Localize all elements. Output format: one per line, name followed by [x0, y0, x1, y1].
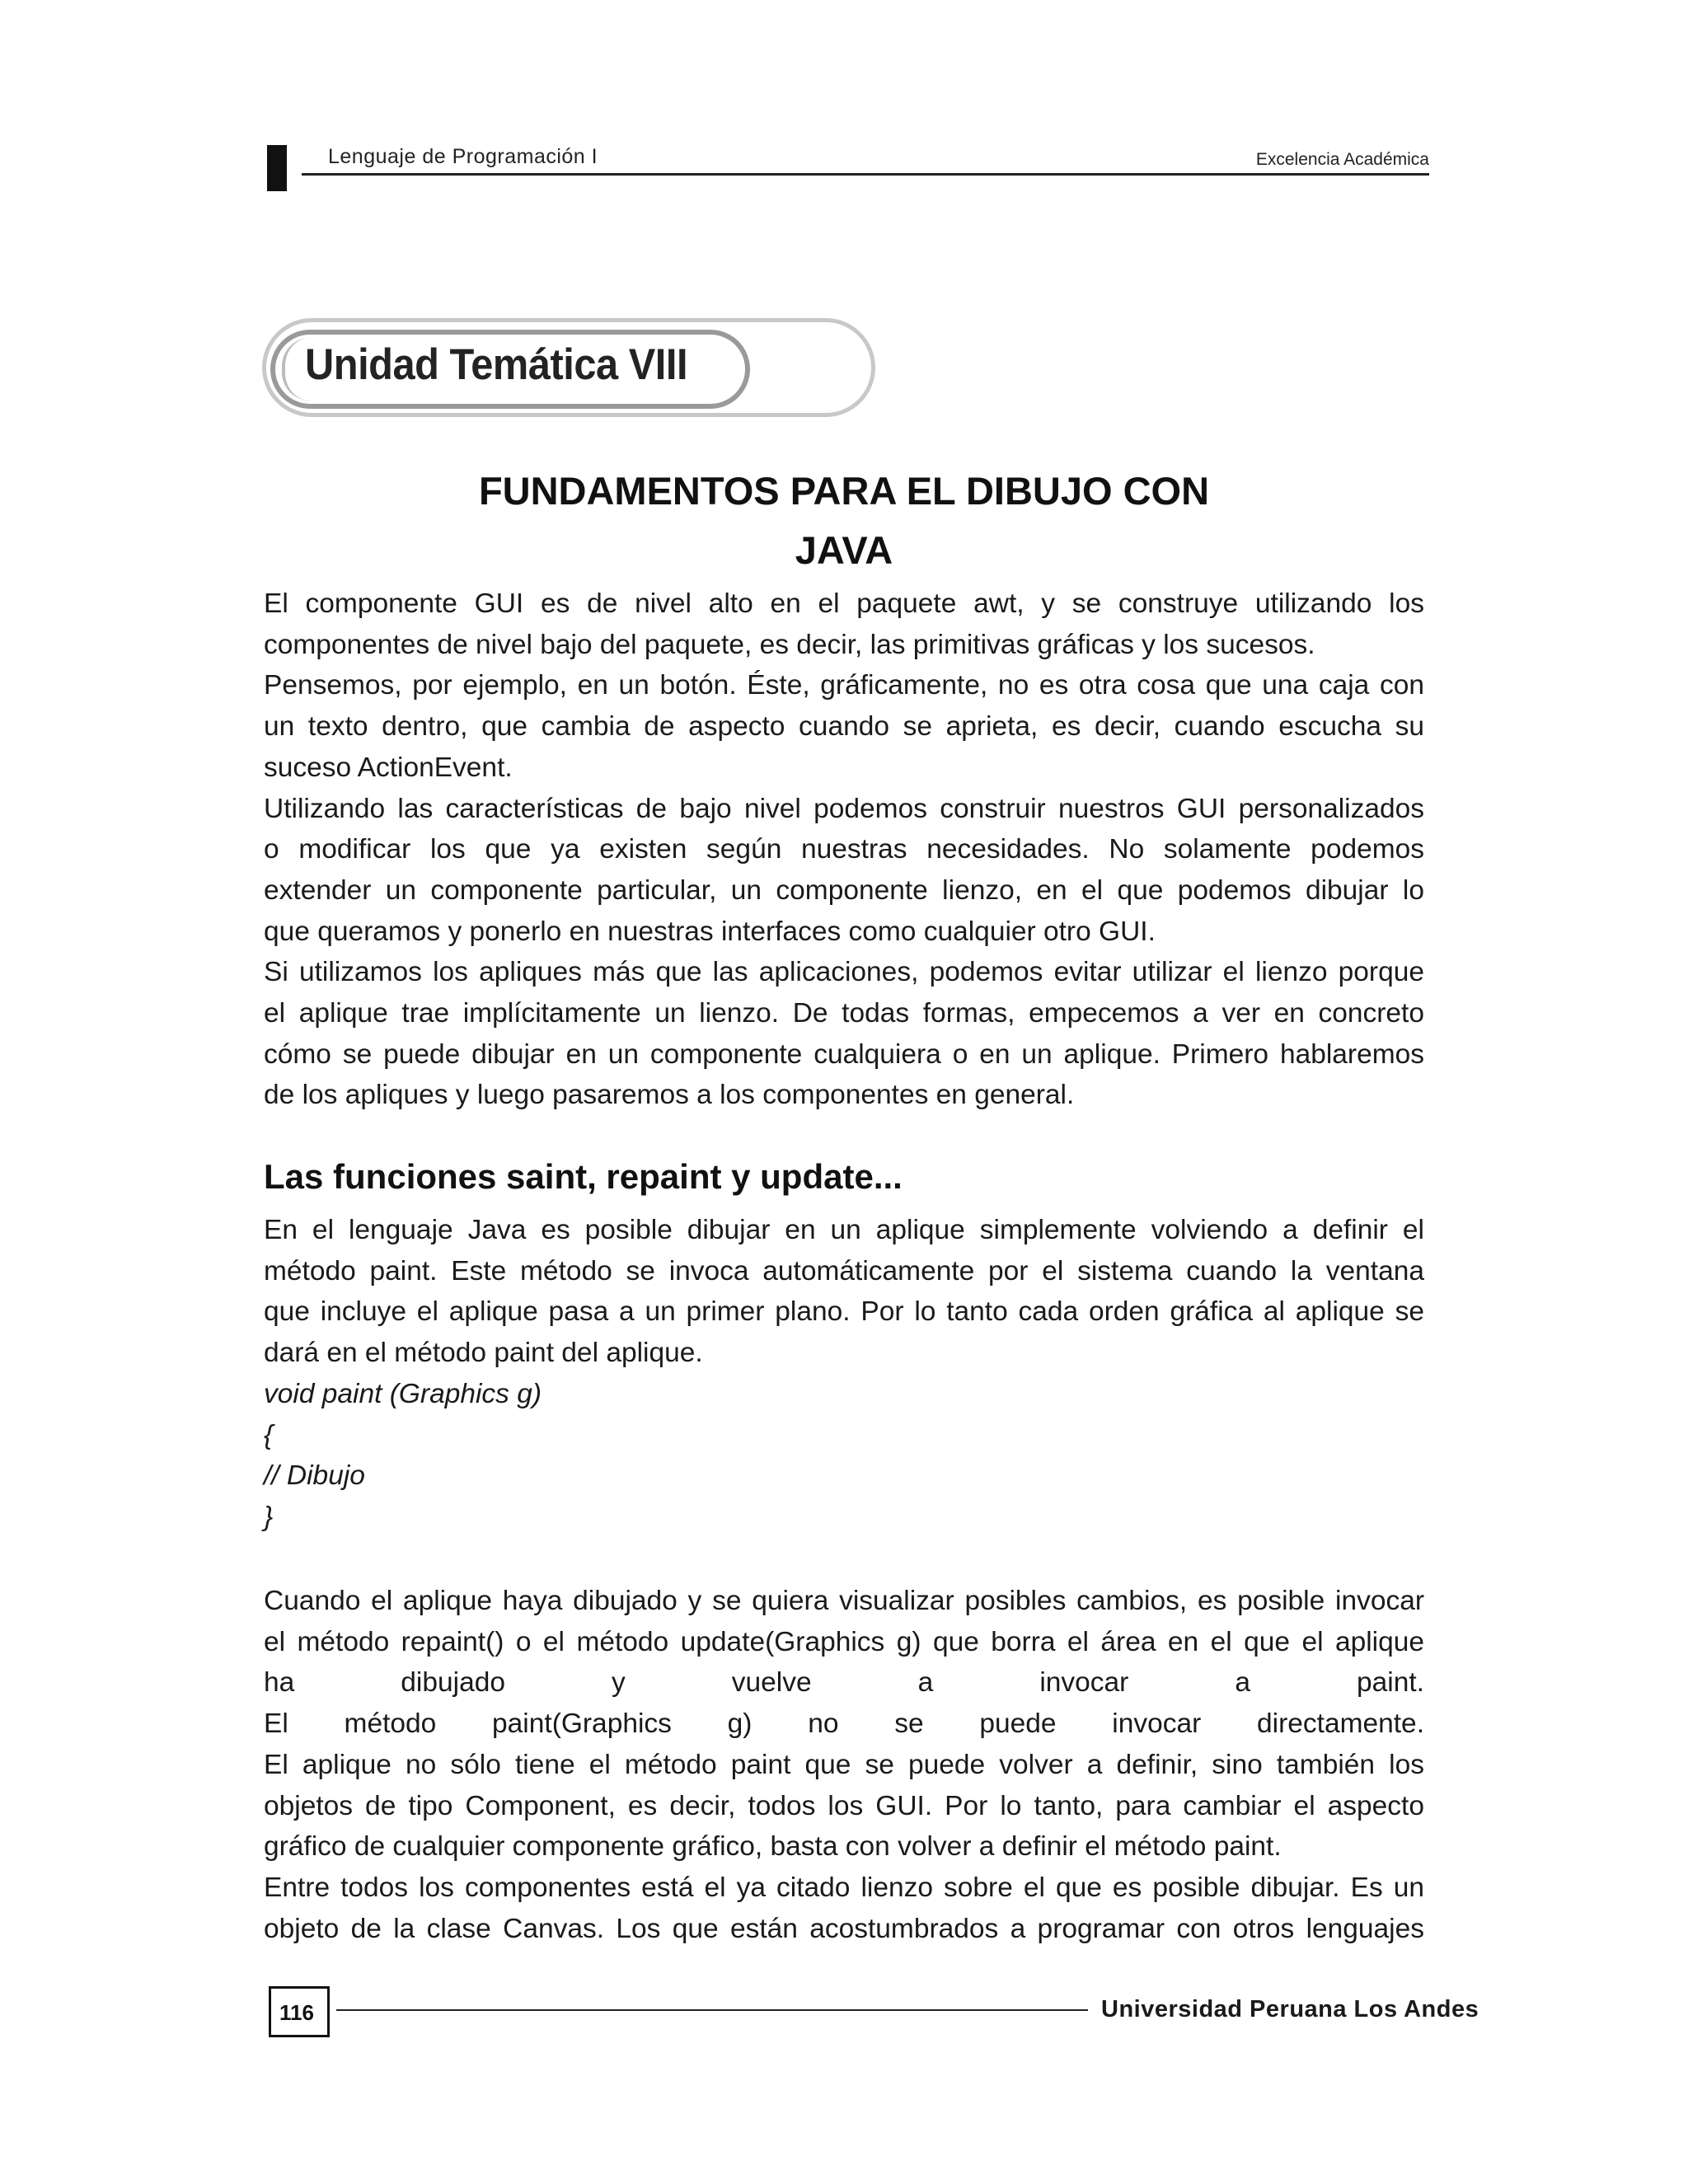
- text-line: Si utilizamos los apliques más que las aplicaciones, podemos evitar utilizar el lienzo porque: [264, 957, 1424, 988]
- text-line: cómo se puede dibujar en un componente cualquiera o en un aplique. Primero hablaremos: [264, 1038, 1424, 1070]
- after-code-text: [264, 1581, 1424, 1949]
- text-line: objetos de tipo Component, es decir, todos los GUI. Por lo tanto, para cambiar el aspecto: [264, 1790, 1424, 1821]
- text-line: El componente GUI es de nivel alto en el paquete awt, y se construye utilizando los: [264, 588, 1424, 619]
- unit-banner-title: Unidad Temática VIII: [305, 340, 688, 389]
- text-line: dará en el método paint del aplique.: [264, 1338, 703, 1369]
- text-line: extender un componente particular, un componente lienzo, en el que podemos dibujar lo: [264, 874, 1424, 906]
- text-line: Pensemos, por ejemplo, en un botón. Éste, gráficamente, no es otra cosa que una caja con: [264, 670, 1424, 701]
- page-number: 116: [279, 2000, 314, 2025]
- text-line: componentes de nivel bajo del paquete, es decir, las primitivas gráficas y los sucesos.: [264, 629, 1315, 660]
- text-line: Utilizando las características de bajo nivel podemos construir nuestros GUI personalizados: [264, 793, 1424, 824]
- footer-divider: [336, 2009, 1088, 2011]
- code-line: {: [264, 1419, 274, 1451]
- text-line: Cuando el aplique haya dibujado y se quiera visualizar posibles cambios, es posible invocar: [264, 1586, 1424, 1616]
- text-line: que queramos y ponerlo en nuestras interfaces como cualquier otro GUI.: [264, 916, 1156, 947]
- chapter-title-line1: FUNDAMENTOS PARA EL DIBUJO CON: [478, 469, 1210, 513]
- text-line: de los apliques y luego pasaremos a los componentes en general.: [264, 1080, 1075, 1111]
- intro-text: [264, 583, 1424, 1116]
- text-line: El método paint(Graphics g) no se puede invocar directamente.: [264, 1708, 1424, 1740]
- code-line: // Dibujo: [264, 1460, 365, 1492]
- code-line: }: [264, 1501, 274, 1532]
- text-line: o modificar los que ya existen según nuestras necesidades. No solamente podemos: [264, 834, 1424, 865]
- header-course-title: Lenguaje de Programación I: [328, 145, 598, 168]
- text-line: objeto de la clase Canvas. Los que están acostumbrados a programar con otros lenguajes: [264, 1913, 1424, 1944]
- section-text: [264, 1210, 1424, 1538]
- page-number-box: [269, 1986, 330, 2037]
- text-line: suceso ActionEvent.: [264, 752, 513, 783]
- text-line: En el lenguaje Java es posible dibujar en un aplique simplemente volviendo a definir el: [264, 1215, 1424, 1245]
- text-line: gráfico de cualquier componente gráfico, basta con volver a definir el método paint.: [264, 1831, 1282, 1863]
- header-divider: [302, 173, 1429, 176]
- text-line: el aplique trae implícitamente un lienzo. De todas formas, empecemos a ver en concreto: [264, 998, 1424, 1029]
- chapter-title-line2: JAVA: [795, 528, 893, 572]
- text-line: ha dibujado y vuelve a invocar a paint.: [264, 1667, 1424, 1699]
- text-line: el método repaint() o el método update(Graphics g) que borra el área en el que el aplique: [264, 1626, 1424, 1657]
- header-marker: [267, 145, 287, 191]
- text-line: El aplique no sólo tiene el método paint que se puede volver a definir, sino también los: [264, 1749, 1424, 1780]
- text-line: que incluye el aplique pasa a un primer plano. Por lo tanto cada orden gráfica al aplique se: [264, 1296, 1424, 1328]
- text-line: un texto dentro, que cambia de aspecto cuando se aprieta, es decir, cuando escucha su: [264, 711, 1424, 743]
- footer-university: Universidad Peruana Los Andes: [1101, 1996, 1479, 2022]
- text-line: método paint. Este método se invoca automáticamente por el sistema cuando la ventana: [264, 1255, 1424, 1286]
- text-line: Entre todos los componentes está el ya citado lienzo sobre el que es posible dibujar. Es un: [264, 1872, 1424, 1903]
- code-line: void paint (Graphics g): [264, 1378, 542, 1409]
- section-heading: Las funciones saint, repaint y update...: [264, 1157, 903, 1196]
- header-tagline: Excelencia Académica: [1255, 150, 1429, 169]
